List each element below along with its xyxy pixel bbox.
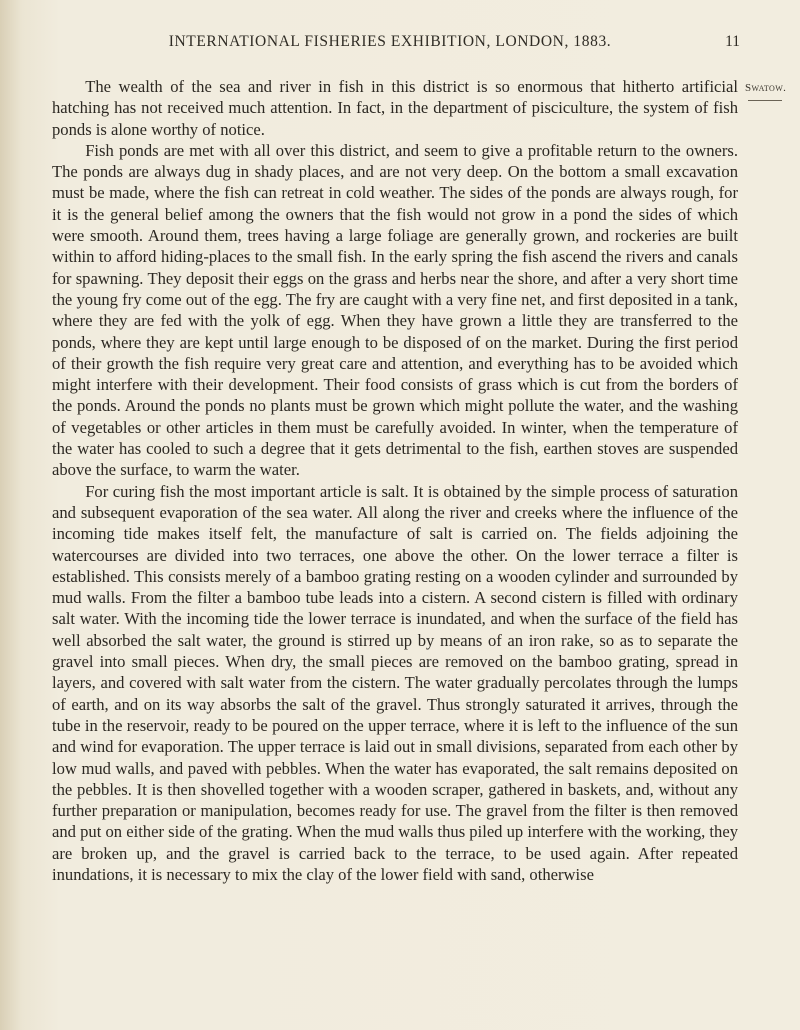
paragraph: The wealth of the sea and river in fish in this district is so enormous that hitherto artificial hatching has not received much attention. In fact, in the department of pisciculture, the system of fish ponds is alone worthy of notice. — [52, 77, 738, 139]
running-title: INTERNATIONAL FISHERIES EXHIBITION, LONDON, 1883. — [168, 33, 612, 50]
running-header — [40, 33, 740, 55]
margin-note: Swatow. — [745, 82, 787, 94]
page-number: 11 — [725, 33, 740, 50]
paragraph: For curing fish the most important article is salt. It is obtained by the simple process of saturation and subsequent evaporation of the sea water. All along the river and creeks where the influence of the incoming tide makes itself felt, the manufacture of salt is carried on. The fields adjoining the watercourses are divided into two terraces, one above the other. On the lower terrace a filter is established. This consists merely of a bamboo grating resting on a wooden cylinder and surrounded by mud walls. From the filter a bamboo tube leads into a cistern. A second cistern is filled with ordinary salt water. With the incoming tide the lower terrace is inundated, and when the surface of the field has well absorbed the salt water, the ground is stirred up by means of an iron rake, so as to separate the gravel into small pieces. When dry, the small pieces are removed on the bamboo grating, spread in layers, and covered with salt water from the cistern. The water gradually percolates through the lumps of earth, and on its way absorbs the salt of the gravel. Thus strongly saturated it arrives, through the tube in the reservoir, ready to be poured on the upper terrace, where it is left to the influence of the sun and wind for evaporation. The upper terrace is laid out in small divisions, separated from each other by low mud walls, and paved with pebbles. When the water has evaporated, the salt remains deposited on the pebbles. It is then shovelled together with a wooden scraper, gathered in baskets, and, without any further preparation or manipulation, becomes ready for use. The gravel from the filter is then removed and put on either side of the grating. When the mud walls thus piled up interfere with the working, they are broken up, and the gravel is carried back to the terrace, to be used again. After repeated inundations, it is necessary to mix the clay of the lower field with sand, otherwise — [52, 481, 738, 884]
margin-note-rule — [748, 100, 782, 101]
paragraph: Fish ponds are met with all over this district, and seem to give a profitable return to the owners. The ponds are always dug in shady places, and are not very deep. On the bottom a small excavation must be made, where the fish can retreat in cold weather. The sides of the ponds are always rough, for it is the general belief among the owners that the fish would not grow in a pond the sides of which were smooth. Around them, trees having a large foliage are generally grown, and rockeries are built within to afford hiding-places to the small fish. In the early spring the fish ascend the rivers and canals for spawning. They deposit their eggs on the grass and herbs near the shore, and after a very short time the young fry come out of the egg. The fry are caught with a very fine net, and first deposited in a tank, where they are fed with the yolk of egg. When they have grown a little they are transferred to the ponds, where they are kept until large enough to be disposed of on the market. During the first period of their growth the fish require very great care and attention, and everything has to be avoided which might interfere with their development. Their food consists of grass which is cut from the borders of the ponds. Around the ponds no plants must be grown which might pollute the water, and the washing of vegetables or other articles in them must be carefully avoided. In winter, when the temperature of the water has cooled to such a degree that it gets detrimental to the fish, earthen stoves are suspended above the surface, to warm the water. — [52, 140, 738, 480]
body-text — [52, 76, 738, 885]
